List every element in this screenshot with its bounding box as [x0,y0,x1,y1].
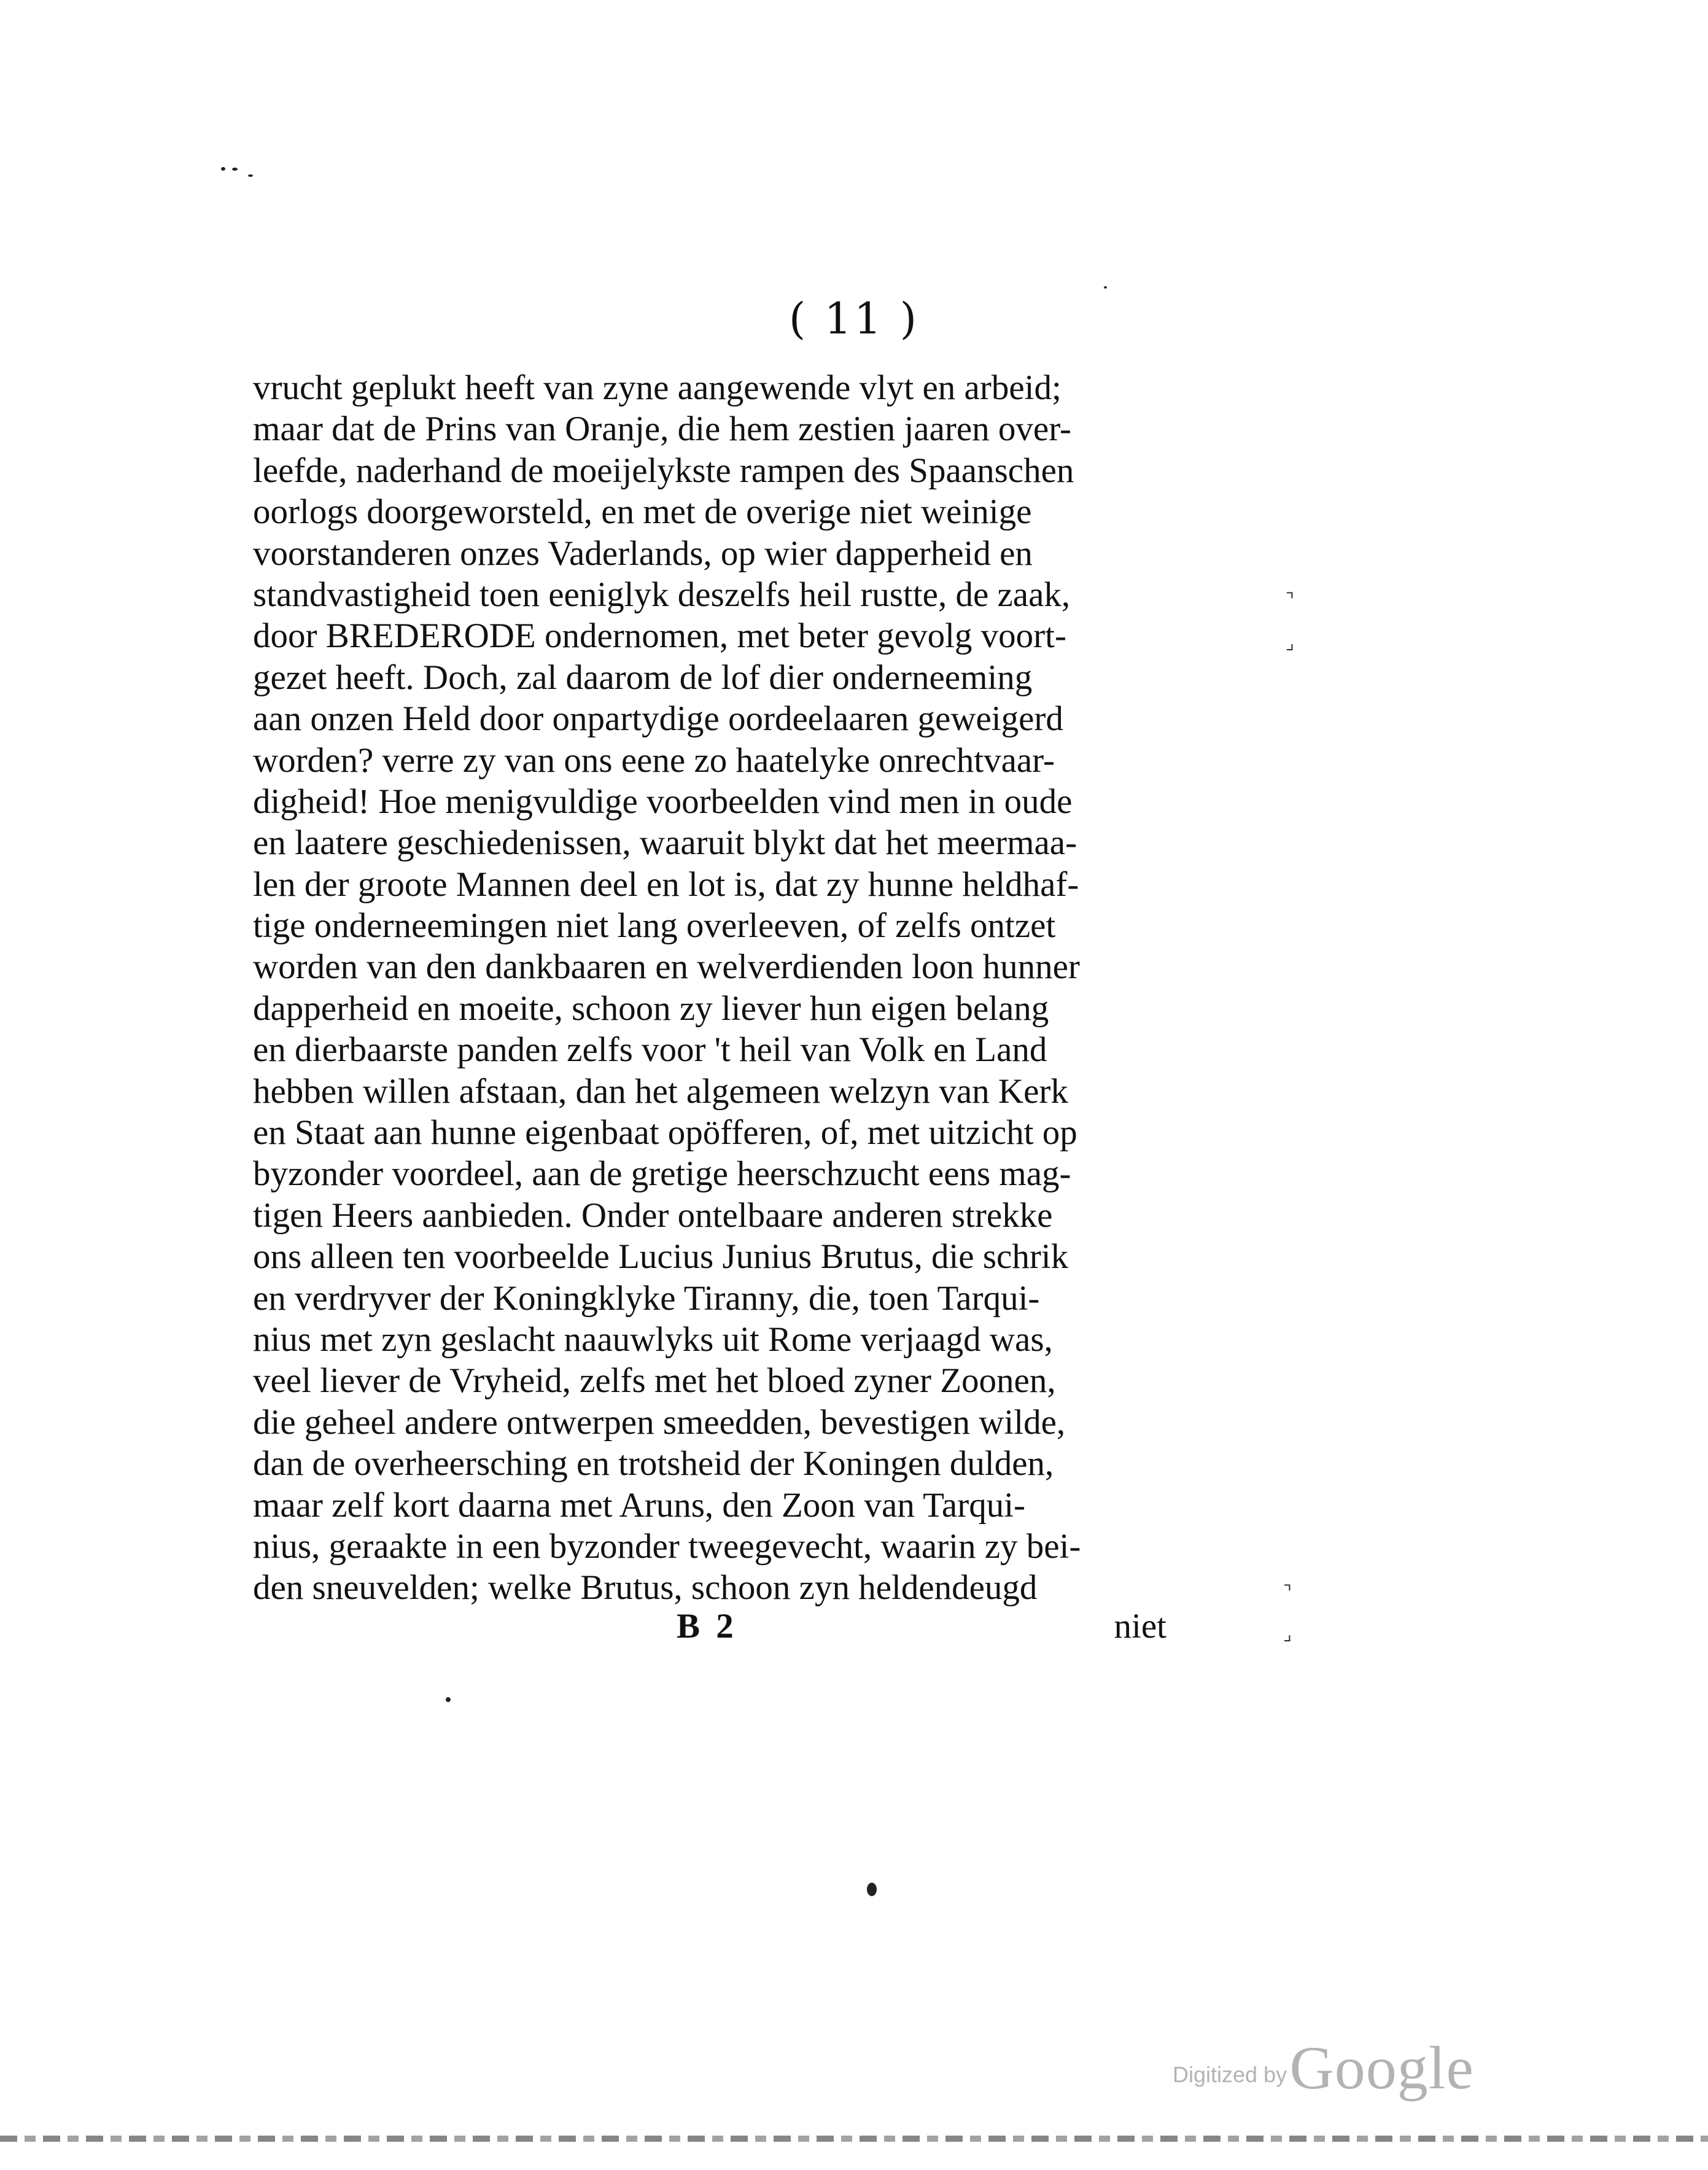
text-line: vrucht geplukt heeft van zyne aangewende vlyt en arbeid; [253,368,1062,407]
text-line: en dierbaarste panden zelfs voor 't heil van Volk en Land [253,1030,1047,1070]
text-line: digheid! Hoe menigvuldige voorbeelden vind men in oude [253,782,1073,821]
text-line: en Staat aan hunne eigenbaat opöfferen, of, met uitzicht op [253,1113,1077,1153]
text-line: tige onderneemingen niet lang overleeven, of zelfs ontzet [253,906,1056,946]
digitized-watermark [1173,2032,1474,2103]
text-line: maar zelf kort daarna met Aruns, den Zoon van Tarqui- [253,1485,1026,1525]
text-line: veel liever de Vryheid, zelfs met het bloed zyner Zoonen, [253,1361,1056,1401]
text-line: tigen Heers aanbieden. Onder ontelbaare anderen strekke [253,1196,1053,1235]
margin-mark: ⌟ [1283,1624,1292,1645]
ink-speck [1104,286,1107,289]
watermark-prefix: Digitized by [1173,2062,1287,2087]
text-line: gezet heeft. Doch, zal daarom de lof dier onderneeming [253,658,1033,697]
text-line: die geheel andere ontwerpen smeedden, bevestigen wilde, [253,1402,1066,1442]
text-line: nius met zyn geslacht naauwlyks uit Rome verjaagd was, [253,1320,1053,1359]
text-line: dapperheid en moeite, schoon zy liever hun eigen belang [253,989,1049,1028]
text-line: en laatere geschiedenissen, waaruit blykt dat het meermaa- [253,823,1077,863]
page-footer [253,1606,1174,1655]
text-line: hebben willen afstaan, dan het algemeen welzyn van Kerk [253,1071,1068,1111]
text-line: en verdryver der Koningklyke Tiranny, die, toen Tarqui- [253,1278,1040,1318]
text-line: nius, geraakte in een byzonder tweegevecht, waarin zy bei- [253,1526,1081,1566]
ink-speck [446,1697,451,1702]
margin-mark: ⌝ [1286,589,1295,611]
scan-edge [0,2136,1708,2142]
text-line: len der groote Mannen deel en lot is, dat zy hunne heldhaf- [253,865,1079,904]
text-line: door BREDERODE ondernomen, met beter gevolg voort- [253,616,1066,656]
text-line: ons alleen ten voorbeelde Lucius Junius Brutus, die schrik [253,1237,1069,1277]
ink-speck [248,174,253,177]
ink-speck [221,167,225,171]
text-line: byzonder voordeel, aan de gretige heerschzucht eens mag- [253,1154,1071,1194]
text-line: leefde, naderhand de moeijelykste rampen des Spaanschen [253,451,1074,490]
text-line: dan de overheersching en trotsheid der Koningen dulden, [253,1444,1054,1484]
text-line: maar dat de Prins van Oranje, die hem zestien jaaren over- [253,410,1072,449]
catchword: niet [1114,1607,1166,1646]
text-line: worden? verre zy van ons eene zo haatelyke onrechtvaar- [253,741,1055,780]
text-line: aan onzen Held door onpartydige oordeelaaren geweigerd [253,699,1063,739]
margin-mark: ⌝ [1283,1582,1292,1603]
signature-mark: B 2 [677,1607,737,1646]
text-line: worden van den dankbaaren en welverdienden loon hunner [253,947,1080,987]
margin-mark: ⌟ [1286,632,1295,654]
text-line: den sneuvelden; welke Brutus, schoon zyn heldendeugd [253,1568,1038,1608]
text-line: standvastigheid toen eeniglyk deszelfs heil rustte, de zaak, [253,575,1071,614]
page-number: ( 11 ) [788,294,920,344]
ink-speck [232,168,238,171]
text-line: voorstanderen onzes Vaderlands, op wier dapperheid en [253,534,1033,573]
watermark-brand: Google [1289,2034,1474,2102]
body-text [253,367,1174,1609]
ink-speck [867,1883,877,1896]
text-line: oorlogs doorgeworsteld, en met de overige niet weinige [253,492,1032,532]
